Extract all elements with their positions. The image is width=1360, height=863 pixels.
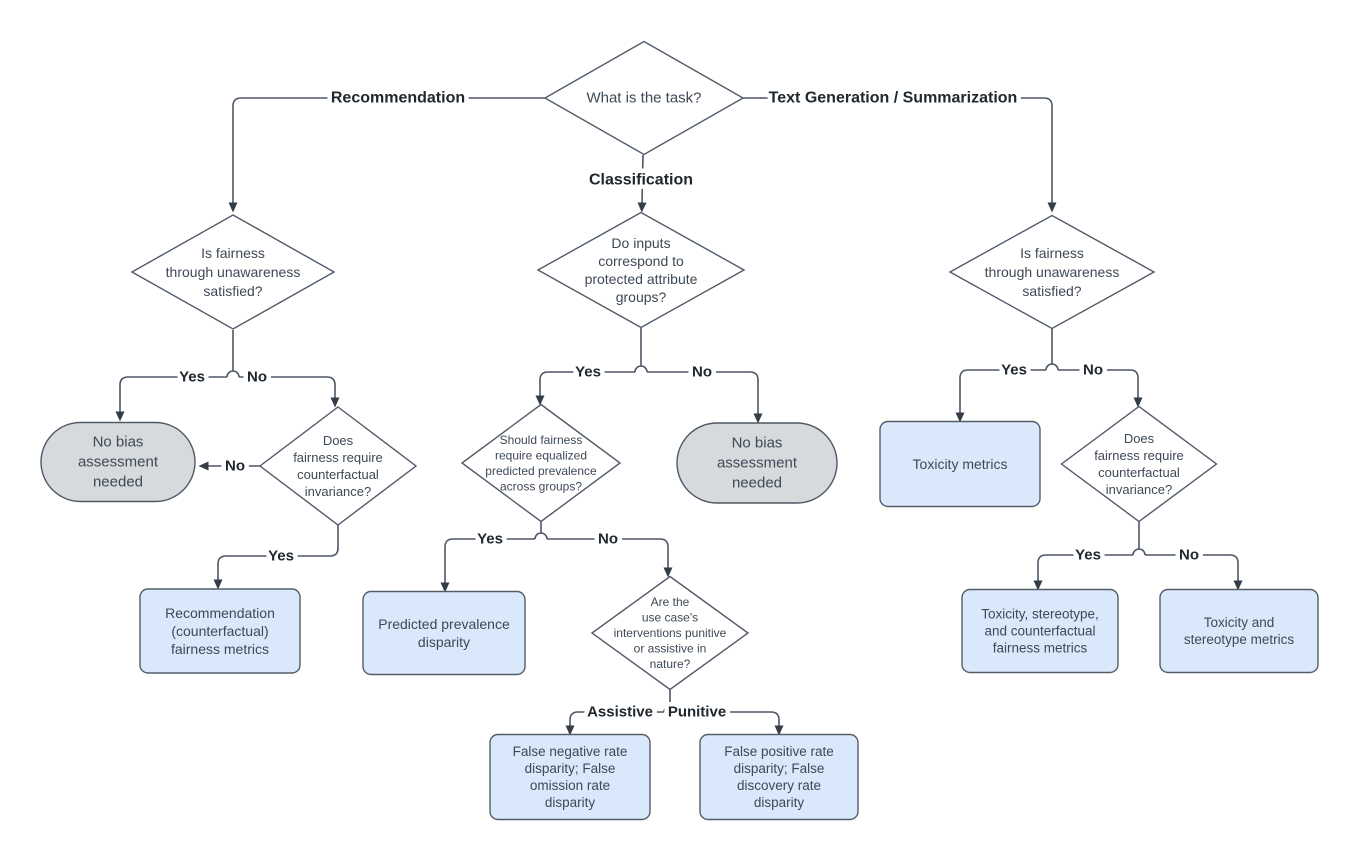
gen-ftu-label: Is fairness through unawareness satisfied? — [984, 245, 1120, 299]
prev-disparity-shape — [363, 592, 525, 675]
node-gen-cf — [1062, 407, 1217, 522]
fnr-box-label: False negative rate disparity; False omission rate disparity — [512, 744, 628, 810]
task-label: What is the task? — [586, 89, 702, 107]
node-toxicity — [880, 422, 1040, 507]
fpr-box-label: False positive rate disparity; False discovery rate disparity — [724, 744, 834, 810]
edge-label-genftu-yes: Yes — [1001, 361, 1027, 379]
edge-task-generation — [742, 98, 1052, 203]
edge-task-recommendation — [233, 98, 546, 203]
node-tox-cf — [962, 590, 1118, 673]
edge-label-clspun-punitive: Punitive — [667, 703, 727, 721]
node-fnr-box — [490, 735, 650, 820]
no-bias-left-label: No bias assessment needed — [77, 433, 159, 491]
edge-label-gencf-yes: Yes — [1075, 546, 1101, 564]
node-cls-punitive — [592, 577, 748, 690]
gen-cf-label: Does fairness require counterfactual invariance? — [1094, 431, 1184, 497]
edge-recftu-jump — [227, 371, 239, 377]
rec-ftu-label: Is fairness through unawareness satisfied? — [165, 245, 301, 299]
node-gen-ftu — [950, 216, 1154, 329]
edge-label-recftu-no: No — [247, 368, 267, 386]
node-tox-st — [1160, 590, 1318, 673]
cls-inputs-shape — [538, 213, 744, 328]
edge-label-clspun-assistive: Assistive — [587, 703, 653, 721]
rec-cf-label: Does fairness require counterfactual invariance? — [293, 433, 383, 499]
node-no-bias-mid — [677, 423, 837, 503]
rec-cf-shape — [260, 407, 416, 525]
node-rec-metrics — [140, 589, 300, 673]
node-cls-inputs — [538, 213, 744, 328]
edge-label-recftu-yes: Yes — [179, 368, 205, 386]
edge-label-clsprev-yes: Yes — [477, 530, 503, 548]
edge-clsinputs-jump — [635, 366, 647, 372]
node-prev-disparity — [363, 592, 525, 675]
edge-clsprev-jump — [535, 533, 547, 539]
edge-label-reccf-no: No — [225, 457, 245, 475]
tox-cf-label: Toxicity, stereotype, and counterfactual fairness metrics — [981, 606, 1099, 656]
gen-cf-shape — [1062, 407, 1217, 522]
rec-metrics-label: Recommendation (counterfactual) fairness metrics — [165, 605, 275, 657]
edge-genftu-jump — [1046, 364, 1058, 370]
node-no-bias-left — [41, 423, 195, 502]
node-task — [545, 42, 743, 155]
edge-label-reccf-yes: Yes — [268, 547, 294, 565]
tox-st-shape — [1160, 590, 1318, 673]
node-cls-prev — [462, 405, 620, 522]
edge-label-task-classification: Classification — [588, 171, 694, 189]
edge-recftu-yes — [120, 377, 227, 412]
no-bias-mid-label: No bias assessment needed — [716, 434, 798, 492]
edge-label-clsinputs-yes: Yes — [575, 363, 601, 381]
cls-prev-label: Should fairness require equalized predicted prevalence across groups? — [485, 432, 597, 494]
node-rec-ftu — [132, 215, 334, 329]
node-fpr-box — [700, 735, 858, 820]
cls-punitive-label: Are the use case's interventions punitive or assistive in nature? — [613, 595, 727, 671]
edge-label-genftu-no: No — [1083, 361, 1103, 379]
edge-gencf-jump — [1133, 549, 1145, 555]
tox-st-label: Toxicity and stereotype metrics — [1183, 615, 1295, 647]
toxicity-label: Toxicity metrics — [912, 456, 1008, 472]
edge-label-task-generation: Text Generation / Summarization — [768, 89, 1018, 107]
node-rec-cf — [260, 407, 416, 525]
edge-label-task-recommendation: Recommendation — [330, 89, 466, 107]
cls-inputs-label: Do inputs correspond to protected attribute groups? — [584, 235, 698, 305]
edge-label-gencf-no: No — [1179, 546, 1199, 564]
edge-label-clsinputs-no: No — [692, 363, 712, 381]
prev-disparity-label: Predicted prevalence disparity — [378, 616, 510, 650]
edge-label-clsprev-no: No — [598, 530, 618, 548]
